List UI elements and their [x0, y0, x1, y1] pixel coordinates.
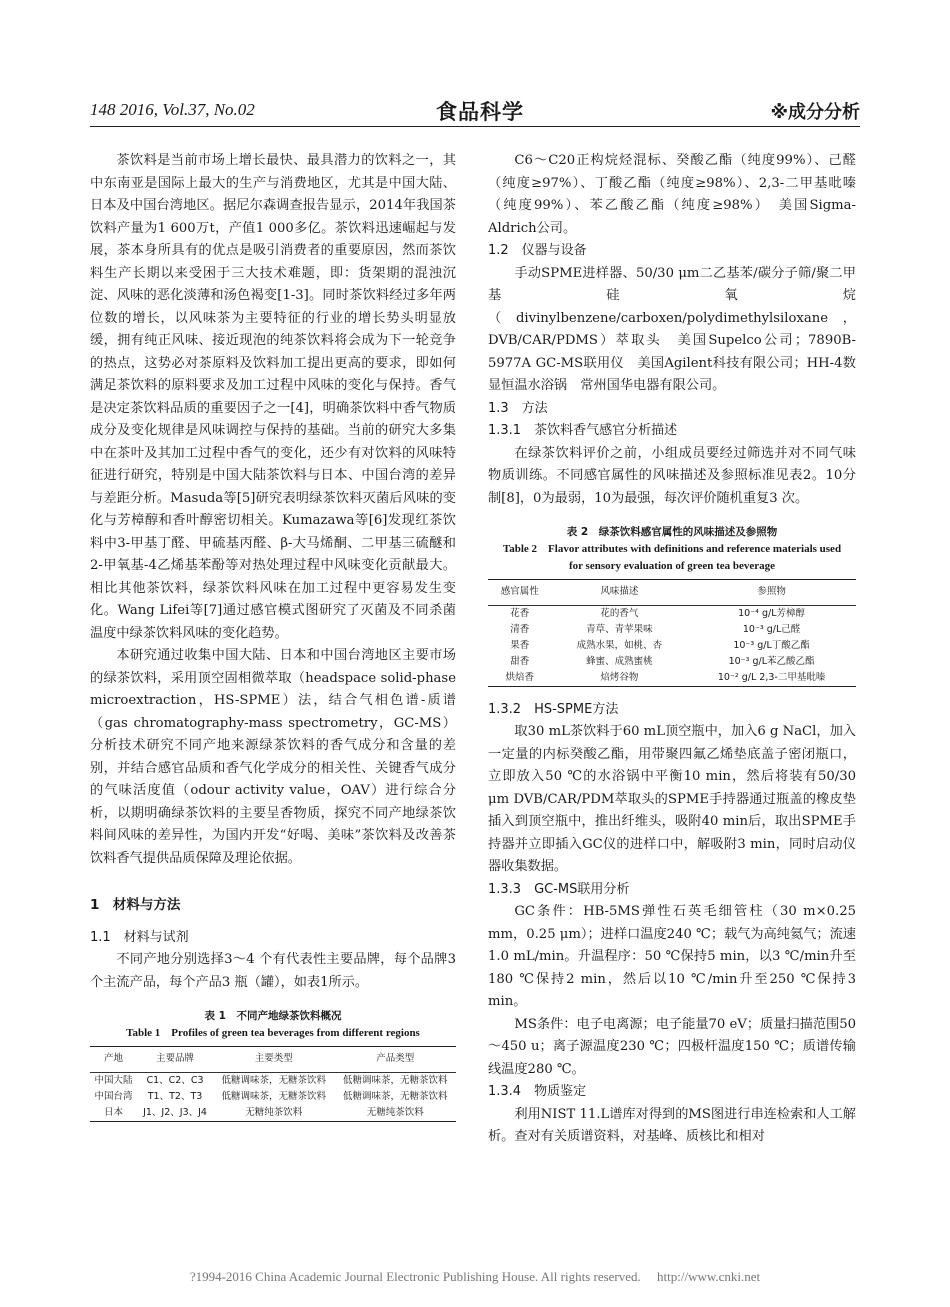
section-1-3-4-text: 利用NIST 11.L谱库对得到的MS图进行串连检索和人工解析。查对有关质谱资料，对基峰、质核比和相对 [488, 1106, 856, 1144]
section-1-1-text: 不同产地分别选择3～4 个有代表性主要品牌，每个品牌3 个主流产品，每个产品3 瓶（罐），如表1所示。 [90, 952, 456, 990]
table-2-header: 参照物 [687, 580, 856, 606]
table-cell: 10⁻³ g/L己醛 [742, 623, 801, 635]
section-1-3-1-text: 在绿茶饮料评价之前，小组成员要经过筛选并对不同气味物质训练。不同感官属性的风味描述及参照标准见表2。10分制[8]，0为最弱，10为最强，每次评价随机重复3 次。 [488, 445, 856, 506]
table-2 [488, 579, 856, 687]
table-1-header: 产地 [90, 1047, 137, 1073]
table-cell: 青草、青苹果味 [586, 623, 653, 635]
intro-paragraph-2: 本研究通过收集中国大陆、日本和中国台湾地区主要市场的绿茶饮料，采用顶空固相微萃取（headspace solid-phase microextraction，HS-SPME）法，结合气相色谱-质谱（gas chromatography-mass spectrometry，GC-MS）分析技术研究不同产地来源绿茶饮料的香气成分和含量的差别，并结合感官品质和香气化学成分的相关性、关键香气成分的气味活度值（odour activity value，OAV）进行综合分析，以期明确绿茶饮料的主要呈香物质，探究不同产地绿茶饮料间风味的差异性，为国内开发“好喝、美味”茶饮料及改善茶饮料香气提供品质保障及理论依据。 [90, 648, 456, 866]
section-1-3-title: 1.3 方法 [488, 400, 548, 416]
table-cell: 10⁻⁴ g/L芳樟醇 [738, 607, 806, 619]
table-cell: 低糖调味茶，无糖茶饮料 [342, 1074, 448, 1086]
table-row [90, 1072, 456, 1089]
table-row [488, 622, 856, 638]
table-cell: 甜香 [510, 655, 530, 667]
table-cell: 低糖调味茶，无糖茶饮料 [221, 1090, 327, 1102]
table-2-caption-cn: 表 2 绿茶饮料感官属性的风味描述及参照物 [566, 526, 778, 538]
page-header [90, 96, 860, 132]
table-row [488, 605, 856, 622]
table-row [90, 1105, 456, 1122]
table-cell: 低糖调味茶，无糖茶饮料 [221, 1074, 327, 1086]
table-cell: T1、T2、T3 [147, 1090, 203, 1102]
table-cell: 花香 [510, 607, 530, 619]
table-1 [90, 1046, 456, 1122]
table-cell: 焙烤谷物 [552, 670, 688, 687]
table-2-caption-en-1: Table 2 Flavor attributes with definitions and reference materials used [502, 543, 842, 555]
section-1-2-text: 手动SPME进样器、50/30 μm二乙基苯/碳分子筛/聚二甲基硅氧烷（divinylbenzene/carboxen/polydimethylsiloxane，DVB/CAR/PDMS）萃取头 美国Supelco公司；7890B-5977A GC-MS联用仪 美国Agilent科技有限公司；HH-4数显恒温水浴锅 常州国华电器有限公司。 [488, 265, 856, 393]
table-cell: 清香 [510, 623, 530, 635]
table-row [488, 670, 856, 687]
table-2-caption-en-2: for sensory evaluation of green tea beverage [568, 560, 776, 572]
table-1-header: 主要类型 [213, 1047, 334, 1073]
table-2-header: 感官属性 [488, 580, 552, 606]
table-cell: 烘焙香 [488, 670, 552, 687]
table-cell: 10⁻³ g/L苯乙酸乙酯 [728, 655, 815, 667]
table-1-caption-en: Table 1 Profiles of green tea beverages from different regions [126, 1027, 420, 1039]
table-cell: 成熟水果，如桃、杏 [576, 639, 663, 651]
section-1-title: 1 材料与方法 [90, 897, 181, 913]
table-1-caption-cn: 表 1 不同产地绿茶饮料概况 [204, 1010, 342, 1022]
ms-conditions-text: MS条件：电子电离源；电子能量70 eV；质量扫描范围50～450 u；离子源温度230 ℃；四极杆温度150 ℃；质谱传输线温度280 ℃。 [488, 1016, 856, 1077]
table-cell: 无糖纯茶饮料 [213, 1105, 334, 1122]
table-cell: 中国台湾 [94, 1090, 133, 1102]
intro-paragraph-1: 茶饮料是当前市场上增长最快、最具潜力的饮料之一，其中东南亚是国际上最大的生产与消费地区，尤其是中国大陆、日本及中国台湾地区。据尼尔森调查报告显示，2014年我国茶饮料产量为1 600万t，产值1 000多亿。茶饮料迅速崛起与发展，茶本身所具有的优点是吸引消费者的重要原因，然而茶饮料生产长期以来受困于三大技术难题，即：货架期的混浊沉淀、风味的恶化淡薄和汤色褐变[1-3]。同时茶饮料经过多年两位数的增长，以风味茶为主要特征的行业的增长势头明显放缓，拥有纯正风味、接近现泡的纯茶饮料将会成为下一轮竞争的热点，这势必对茶原料及饮料加工提出更高的要求，即如何满足茶饮料的原料要求及加工过程中风味的变化与保持。香气是决定茶饮料品质的重要因子之一[4]，明确茶饮料中香气物质成分及变化规律是风味调控与保持的基础。当前的研究大多集中在茶叶及其加工过程中香气的变化，还少有对饮料的风味特征进行研究，特别是中国大陆茶饮料与日本、中国台湾的差异与差距分析。Masuda等[5]研究表明绿茶饮料灭菌后风味的变化与芳樟醇和香叶醇密切相关。Kumazawa等[6]发现红茶饮料中3-甲基丁醛、甲硫基丙醛、β-大马烯酮、二甲基三硫醚和2-甲氧基-4乙烯基苯酚等对热处理过程中风味变化贡献最大。相比其他茶饮料，绿茶饮料风味在加工过程中更容易发生变化。Wang Lifei等[7]通过感官模式图研究了灭菌及不同杀菌温度中绿茶饮料风味的变化趋势。 [90, 153, 456, 641]
section-1-3-2-text: 取30 mL茶饮料于60 mL顶空瓶中，加入6 g NaCl，加入一定量的内标癸酸乙酯，用带聚四氟乙烯垫底盖子密闭瓶口，立即放入50 ℃的水浴锅中平衡10 min，然后将装有50/30 μm DVB/CAR/PDM萃取头的SPME手持器通过瓶盖的橡皮垫插入到顶空瓶中，推出纤维头，吸附40 min后，取出SPME手持器并立即插入GC仪的进样口中，解吸附3 min，同时启动仪器收集数据。 [488, 724, 856, 874]
gc-conditions-text: GC条件：HB-5MS弹性石英毛细管柱（30 m×0.25 mm，0.25 μm）；进样口温度240 ℃；载气为高纯氦气；流速1.0 mL/min。升温程序：50 ℃保持5 min，以3 ℃/min升至180 ℃保持2 min，然后以10 ℃/min升至250 ℃保持3 min。 [488, 904, 856, 1009]
table-cell: 蜂蜜、成熟蜜桃 [586, 655, 653, 667]
table-1-header: 主要品牌 [137, 1047, 213, 1073]
table-cell: 10⁻² g/L 2,3-二甲基吡嗪 [687, 670, 856, 687]
copyright-footer: ?1994-2016 China Academic Journal Electronic Publishing House. All rights reserved. http://www.cnki.net [189, 1269, 761, 1284]
reagents-text: C6～C20正构烷烃混标、癸酸乙酯（纯度99%）、己醛（纯度≥97%）、丁酸乙酯（纯度≥98%）、2,3-二甲基吡嗪（纯度99%）、苯乙酸乙酯（纯度≥98%） 美国Sigma-Aldrich公司。 [488, 153, 856, 236]
table-row [488, 654, 856, 670]
table-cell: J1、J2、J3、J4 [137, 1105, 213, 1122]
table-row [90, 1089, 456, 1105]
table-cell: 花的香气 [600, 607, 639, 619]
table-2-header: 风味描述 [552, 580, 688, 606]
table-cell: 日本 [90, 1105, 137, 1122]
table-cell: 低糖调味茶，无糖茶饮料 [342, 1090, 448, 1102]
header-rule [90, 126, 860, 127]
page-number-volume: 148 2016, Vol.37, No.02 [90, 100, 255, 119]
right-column [488, 150, 856, 1149]
section-1-3-1-title: 1.3.1 茶饮料香气感官分析描述 [488, 423, 678, 438]
section-1-3-2-title: 1.3.2 HS-SPME方法 [488, 701, 619, 717]
table-cell: 10⁻³ g/L丁酸乙酯 [733, 639, 810, 651]
table-cell: 果香 [510, 639, 530, 651]
section-1-1-title: 1.1 材料与试剂 [90, 929, 189, 945]
table-cell: C1、C2、C3 [146, 1074, 204, 1086]
section-1-2-title: 1.2 仪器与设备 [488, 243, 587, 258]
section-1-3-3-title: 1.3.3 GC-MS联用分析 [488, 881, 630, 897]
table-cell: 中国大陆 [94, 1074, 133, 1086]
section-label: ※成分分析 [770, 102, 860, 123]
table-1-header: 产品类型 [335, 1047, 457, 1073]
table-cell: 无糖纯茶饮料 [335, 1105, 457, 1122]
section-1-3-4-title: 1.3.4 物质鉴定 [488, 1084, 587, 1099]
table-row [488, 638, 856, 654]
journal-logo: 食品科学 [436, 100, 524, 124]
left-column [90, 150, 456, 1122]
